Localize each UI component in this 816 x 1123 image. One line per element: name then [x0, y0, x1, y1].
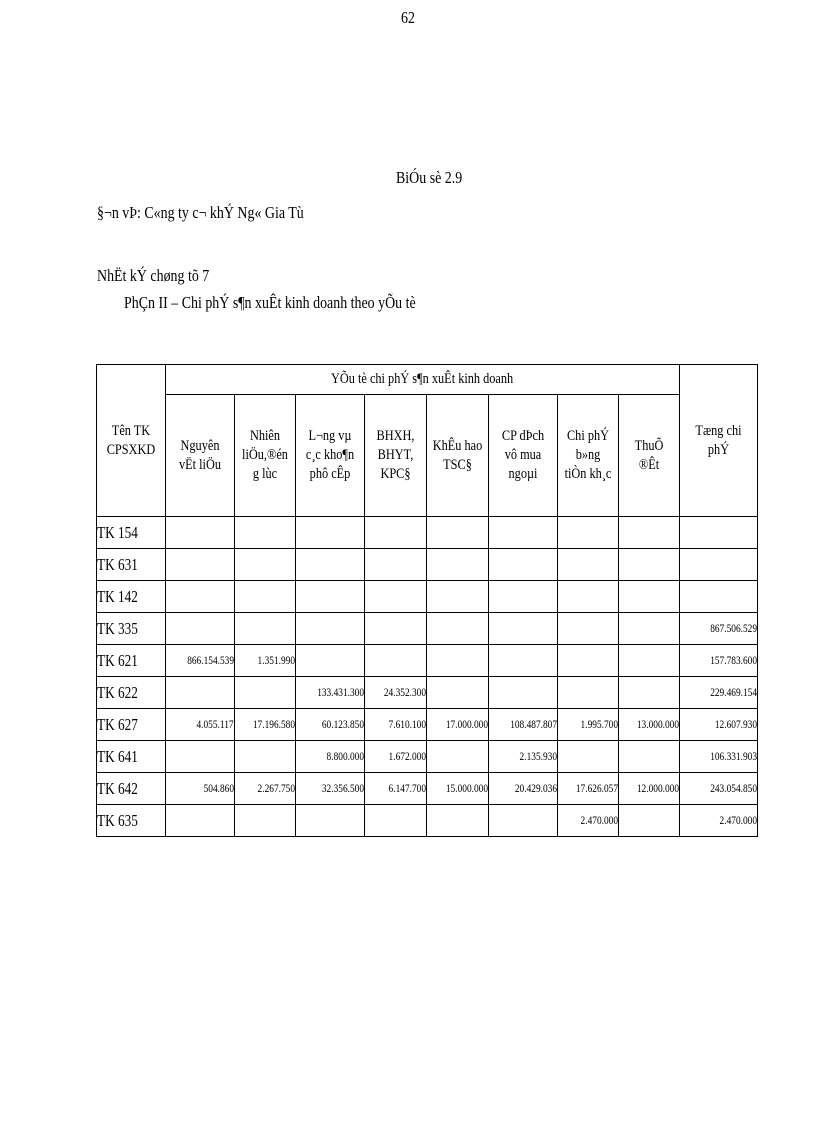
wage-cell — [296, 581, 365, 613]
table-row — [97, 805, 758, 837]
fuel-cell — [235, 581, 296, 613]
part-title: PhÇn II – Chi phÝ s¶n xuÊt kinh doanh theo yÕu tè — [124, 293, 416, 312]
tax-cell: 13.000.000 — [619, 709, 680, 741]
cash-cell — [558, 517, 619, 549]
depreciation-cell — [427, 613, 489, 645]
header-outsourced: CP dÞch vô mua ngoµi — [489, 395, 558, 517]
header-other-cash: Chi phÝ b»ng tiÒn kh¸c — [558, 395, 619, 517]
cost-table — [96, 364, 758, 837]
total-cell — [680, 517, 758, 549]
total-cell — [680, 581, 758, 613]
outsourced-cell — [489, 677, 558, 709]
fuel-cell: 1.351.990 — [235, 645, 296, 677]
cash-cell — [558, 741, 619, 773]
table-row — [97, 549, 758, 581]
table-row — [97, 581, 758, 613]
total-cell: 2.470.000 — [680, 805, 758, 837]
header-fuel: Nhiên liÖu,®én g lùc — [235, 395, 296, 517]
header-insurance: BHXH, BHYT, KPC§ — [365, 395, 427, 517]
material-cell: 4.055.117 — [166, 709, 235, 741]
outsourced-cell: 108.487.807 — [489, 709, 558, 741]
account-cell: TK 641 — [97, 741, 166, 773]
depreciation-cell: 17.000.000 — [427, 709, 489, 741]
table-row — [97, 645, 758, 677]
table-row — [97, 677, 758, 709]
fuel-cell — [235, 677, 296, 709]
fuel-cell — [235, 517, 296, 549]
wage-cell — [296, 549, 365, 581]
outsourced-cell — [489, 581, 558, 613]
fuel-cell — [235, 741, 296, 773]
table-row — [97, 613, 758, 645]
cash-cell — [558, 613, 619, 645]
outsourced-cell — [489, 549, 558, 581]
account-cell: TK 627 — [97, 709, 166, 741]
material-cell — [166, 677, 235, 709]
table-row — [97, 517, 758, 549]
total-cell: 229.469.154 — [680, 677, 758, 709]
fuel-cell — [235, 549, 296, 581]
account-cell: TK 142 — [97, 581, 166, 613]
cash-cell: 1.995.700 — [558, 709, 619, 741]
wage-cell — [296, 645, 365, 677]
total-cell: 106.331.903 — [680, 741, 758, 773]
total-cell: 12.607.930 — [680, 709, 758, 741]
cash-cell: 2.470.000 — [558, 805, 619, 837]
outsourced-cell — [489, 805, 558, 837]
outsourced-cell — [489, 645, 558, 677]
cash-cell — [558, 677, 619, 709]
material-cell — [166, 741, 235, 773]
tax-cell — [619, 581, 680, 613]
tax-cell — [619, 517, 680, 549]
insurance-cell: 7.610.100 — [365, 709, 427, 741]
total-cell: 243.054.850 — [680, 773, 758, 805]
insurance-cell: 6.147.700 — [365, 773, 427, 805]
insurance-cell — [365, 805, 427, 837]
fuel-cell: 2.267.750 — [235, 773, 296, 805]
tax-cell — [619, 805, 680, 837]
material-cell — [166, 805, 235, 837]
insurance-cell — [365, 549, 427, 581]
material-cell — [166, 517, 235, 549]
cash-cell: 17.626.057 — [558, 773, 619, 805]
journal-title: NhËt kÝ chøng tõ 7 — [97, 266, 210, 285]
insurance-cell — [365, 581, 427, 613]
fuel-cell — [235, 613, 296, 645]
wage-cell — [296, 613, 365, 645]
account-cell: TK 622 — [97, 677, 166, 709]
table-row — [97, 741, 758, 773]
account-cell: TK 631 — [97, 549, 166, 581]
depreciation-cell — [427, 645, 489, 677]
total-cell — [680, 549, 758, 581]
depreciation-cell — [427, 677, 489, 709]
header-material: Nguyên vËt liÖu — [166, 395, 235, 517]
depreciation-cell — [427, 549, 489, 581]
header-land-tax: ThuÕ ®Êt — [619, 395, 680, 517]
depreciation-cell — [427, 805, 489, 837]
account-cell: TK 642 — [97, 773, 166, 805]
material-cell: 504.860 — [166, 773, 235, 805]
header-cost-elements: YÕu tè chi phÝ s¶n xuÊt kinh doanh — [166, 365, 680, 395]
depreciation-cell — [427, 741, 489, 773]
insurance-cell — [365, 645, 427, 677]
page-number: 62 — [401, 8, 415, 27]
wage-cell: 133.431.300 — [296, 677, 365, 709]
account-cell: TK 154 — [97, 517, 166, 549]
header-depreciation: KhÊu hao TSC§ — [427, 395, 489, 517]
insurance-cell: 24.352.300 — [365, 677, 427, 709]
outsourced-cell: 20.429.036 — [489, 773, 558, 805]
depreciation-cell — [427, 517, 489, 549]
insurance-cell — [365, 613, 427, 645]
header-total: Tæng chi phÝ — [680, 365, 758, 517]
depreciation-cell — [427, 581, 489, 613]
account-cell: TK 335 — [97, 613, 166, 645]
insurance-cell — [365, 517, 427, 549]
material-cell — [166, 549, 235, 581]
material-cell: 866.154.539 — [166, 645, 235, 677]
header-account: Tên TK CPSXKD — [97, 365, 166, 517]
insurance-cell: 1.672.000 — [365, 741, 427, 773]
header-wage: L¬ng vµ c¸c kho¶n phô cÊp — [296, 395, 365, 517]
material-cell — [166, 613, 235, 645]
wage-cell — [296, 805, 365, 837]
fuel-cell: 17.196.580 — [235, 709, 296, 741]
tax-cell: 12.000.000 — [619, 773, 680, 805]
table-row — [97, 709, 758, 741]
outsourced-cell — [489, 517, 558, 549]
tax-cell — [619, 677, 680, 709]
fuel-cell — [235, 805, 296, 837]
cash-cell — [558, 549, 619, 581]
tax-cell — [619, 549, 680, 581]
wage-cell: 8.800.000 — [296, 741, 365, 773]
table-row — [97, 773, 758, 805]
cash-cell — [558, 581, 619, 613]
unit-line: §¬n vÞ: C«ng ty c¬ khÝ Ng« Gia Tù — [97, 203, 304, 222]
wage-cell — [296, 517, 365, 549]
form-number: BiÓu sè 2.9 — [396, 168, 463, 187]
account-cell: TK 635 — [97, 805, 166, 837]
wage-cell: 32.356.500 — [296, 773, 365, 805]
cash-cell — [558, 645, 619, 677]
tax-cell — [619, 645, 680, 677]
tax-cell — [619, 741, 680, 773]
account-cell: TK 621 — [97, 645, 166, 677]
tax-cell — [619, 613, 680, 645]
total-cell: 157.783.600 — [680, 645, 758, 677]
total-cell: 867.506.529 — [680, 613, 758, 645]
material-cell — [166, 581, 235, 613]
outsourced-cell — [489, 613, 558, 645]
depreciation-cell: 15.000.000 — [427, 773, 489, 805]
wage-cell: 60.123.850 — [296, 709, 365, 741]
outsourced-cell: 2.135.930 — [489, 741, 558, 773]
